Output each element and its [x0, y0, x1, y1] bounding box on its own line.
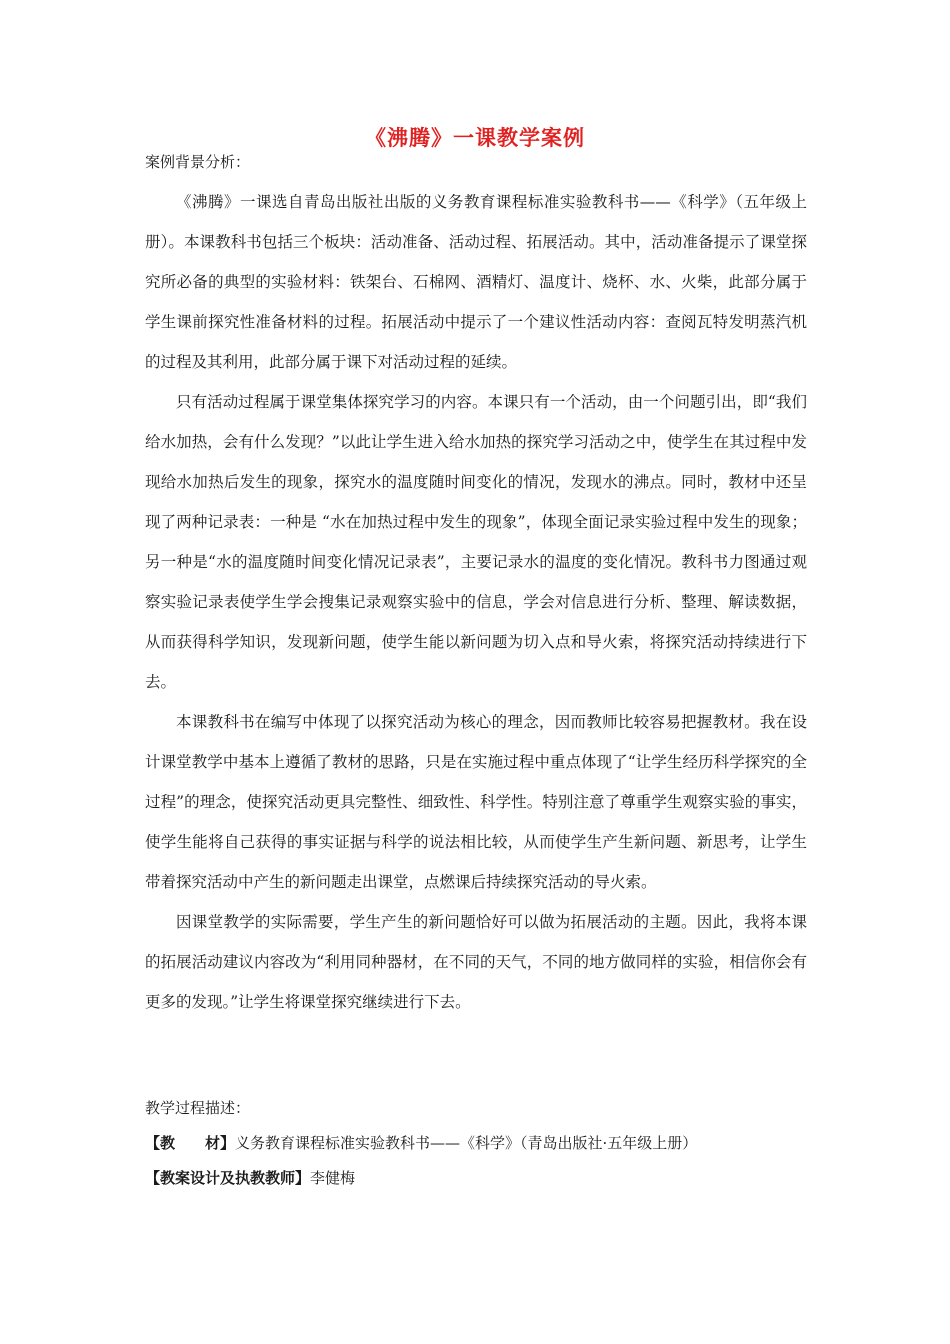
paragraph-3: 本课教科书在编写中体现了以探究活动为核心的理念，因而教师比较容易把握教材。我在设计课堂教学中基本上遵循了教材的思路，只是在实施过程中重点体现了“让学生经历科学探究的全过程”的理念，使探究活动更具完整性、细致性、科学性。特别注意了尊重学生观察实验的事实，使学生能将自己获得的事实证据与科学的说法相比较，从而使学生产生新问题、新思考，让学生带着探究活动中产生的新问题走出课堂，点燃课后持续探究活动的导火索。: [145, 713, 807, 891]
background-heading: 案例背景分析：: [145, 153, 251, 171]
document-body: [145, 182, 807, 1022]
teacher-line: [145, 1168, 355, 1188]
process-heading: 教学过程描述：: [145, 1099, 251, 1117]
paragraph-2: 只有活动过程属于课堂集体探究学习的内容。本课只有一个活动，由一个问题引出，即“我们给水加热，会有什么发现？”以此让学生进入给水加热的探究学习活动之中，使学生在其过程中发现给水加热后发生的现象，探究水的温度随时间变化的情况，发现水的沸点。同时，教材中还呈现了两种记录表：一种是 “水在加热过程中发生的现象”，体现全面记录实验过程中发生的现象；另一种是“水的温度随时间变化情况记录表”，主要记录水的温度的变化情况。教科书力图通过观察实验记录表使学生学会搜集记录观察实验中的信息，学会对信息进行分析、整理、解读数据，从而获得科学知识，发现新问题，使学生能以新问题为切入点和导火索，将探究活动持续进行下去。: [145, 393, 807, 691]
paragraph-1: 《沸腾》一课选自青岛出版社出版的义务教育课程标准实验教科书——《科学》（五年级上册）。本课教科书包括三个板块：活动准备、活动过程、拓展活动。其中，活动准备提示了课堂探究所必备的典型的实验材料：铁架台、石棉网、酒精灯、温度计、烧杯、水、火柴，此部分属于学生课前探究性准备材料的过程。拓展活动中提示了一个建议性活动内容：查阅瓦特发明蒸汽机的过程及其利用，此部分属于课下对活动过程的延续。: [145, 193, 807, 371]
document-title: 《沸腾》一课教学案例: [365, 126, 585, 150]
material-value: 义务教育课程标准实验教科书——《科学》（青岛出版社·五年级上册）: [235, 1134, 698, 1152]
teacher-value: 李健梅: [310, 1169, 356, 1187]
paragraph-4: 因课堂教学的实际需要，学生产生的新问题恰好可以做为拓展活动的主题。因此，我将本课的拓展活动建议内容改为“利用同种器材，在不同的天气，不同的地方做同样的实验，相信你会有更多的发现。”让学生将课堂探究继续进行下去。: [145, 913, 807, 1011]
teacher-label: 【教案设计及执教教师】: [145, 1169, 311, 1187]
material-label: 【教 材】: [145, 1134, 236, 1152]
material-line: [145, 1133, 697, 1153]
